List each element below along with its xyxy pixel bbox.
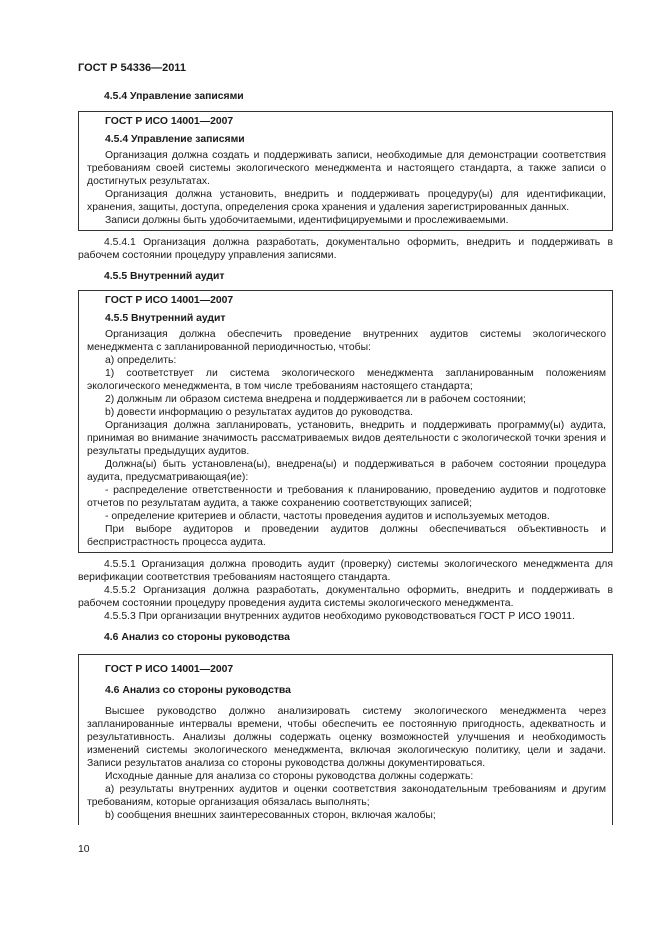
quote-heading: 4.6 Анализ со стороны руководства xyxy=(105,685,291,696)
quote-standard: ГОСТ Р ИСО 14001—2007 xyxy=(105,116,234,127)
quote-list-item: а) результаты внутренних аудитов и оценки соответствия законодательным требованиям и другим требованиям, которые организация обязалась выполнять; xyxy=(87,784,606,808)
quote-heading: 4.5.4 Управление записями xyxy=(105,134,245,145)
clause-paragraph: 4.5.5.2 Организация должна разработать, документально оформить, внедрить и поддерживать в рабочем состоянии процедуру проведения аудита системы экологического менеджмента. xyxy=(78,585,613,609)
quote-box-4-5-5 xyxy=(78,290,613,553)
section-heading-4-5-5: 4.5.5 Внутренний аудит xyxy=(104,271,225,282)
section-heading-4-6: 4.6 Анализ со стороны руководства xyxy=(104,632,290,643)
quote-list-item: b) сообщения внешних заинтересованных сторон, включая жалобы; xyxy=(105,810,436,821)
clause-paragraph: 4.5.5.3 При организации внутренних аудитов необходимо руководствоваться ГОСТ Р ИСО 19011. xyxy=(104,611,575,622)
quote-box-4-5-4 xyxy=(78,111,613,231)
quote-heading: 4.5.5 Внутренний аудит xyxy=(105,313,226,324)
quote-paragraph: Исходные данные для анализа со стороны руководства должны содержать: xyxy=(105,771,474,782)
clause-paragraph: 4.5.4.1 Организация должна разработать, документально оформить, внедрить и поддерживать в рабочем состоянии процедуру управления записями. xyxy=(78,237,613,261)
quote-standard: ГОСТ Р ИСО 14001—2007 xyxy=(105,664,234,675)
clause-paragraph: 4.5.5.1 Организация должна проводить аудит (проверку) системы экологического менеджмента для верификации соответствия требованиям настоящего стандарта. xyxy=(78,559,613,583)
quote-paragraph: Организация должна запланировать, установить, внедрить и поддерживать программу(ы) аудита, принимая во внимание значимость рассматриваемых видов деятельности с экологической точки зрения и результаты предыдущих аудитов. xyxy=(87,420,606,457)
quote-standard: ГОСТ Р ИСО 14001—2007 xyxy=(105,295,234,306)
page-number: 10 xyxy=(78,844,90,855)
quote-list-item: b) довести информацию о результатах аудитов до руководства. xyxy=(105,407,414,418)
quote-list-item: а) определить: xyxy=(105,355,177,366)
quote-list-item: - определение критериев и области, частоты проведения аудитов и используемых методов. xyxy=(105,511,550,522)
quote-paragraph: Высшее руководство должно анализировать систему экологического менеджмента через запланированные интервалы времени, чтобы обеспечить ее постоянную пригодность, адекватность и результативность. Анализы должны содержать оценку возможностей улучшения и необходимость изменений системы экологического менеджмента, включая экологическую политику, цели и задачи. Записи результатов анализа со стороны руководства должны документироваться. xyxy=(87,706,606,769)
section-heading-4-5-4: 4.5.4 Управление записями xyxy=(104,91,244,102)
page-content xyxy=(78,90,613,825)
quote-paragraph: При выборе аудиторов и проведении аудитов должны обеспечиваться объективность и беспристрастность процесса аудита. xyxy=(87,524,606,548)
quote-paragraph: Должна(ы) быть установлена(ы), внедрена(ы) и поддерживаться в рабочем состоянии процедура аудита, предусматривающая(ие): xyxy=(87,459,606,483)
quote-paragraph: Записи должны быть удобочитаемыми, идентифицируемыми и прослеживаемыми. xyxy=(105,215,509,226)
quote-list-item: - распределение ответственности и требования к планированию, проведению аудитов и подготовке отчетов по результатам аудита, а также сохранению соответствующих записей; xyxy=(87,485,606,509)
quote-box-4-6 xyxy=(78,654,613,825)
quote-paragraph: Организация должна обеспечить проведение внутренних аудитов системы экологического менеджмента с запланированной периодичностью, чтобы: xyxy=(87,329,606,353)
quote-paragraph: Организация должна установить, внедрить и поддерживать процедуру(ы) для идентификации, хранения, защиты, доступа, определения срока хранения и удаления зарегистрированных данных. xyxy=(87,189,606,213)
quote-list-item: 2) должным ли образом система внедрена и поддерживается ли в рабочем состоянии; xyxy=(105,394,526,405)
document-id: ГОСТ Р 54336—2011 xyxy=(78,62,186,74)
quote-list-item: 1) соответствует ли система экологического менеджмента запланированным положениям экологического менеджмента, в том числе требованиям настоящего стандарта; xyxy=(87,368,606,392)
quote-paragraph: Организация должна создать и поддерживать записи, необходимые для демонстрации соответствия требованиям своей системы экологического менеджмента и настоящего стандарта, а также записи о достигнутых результатах. xyxy=(87,150,606,187)
